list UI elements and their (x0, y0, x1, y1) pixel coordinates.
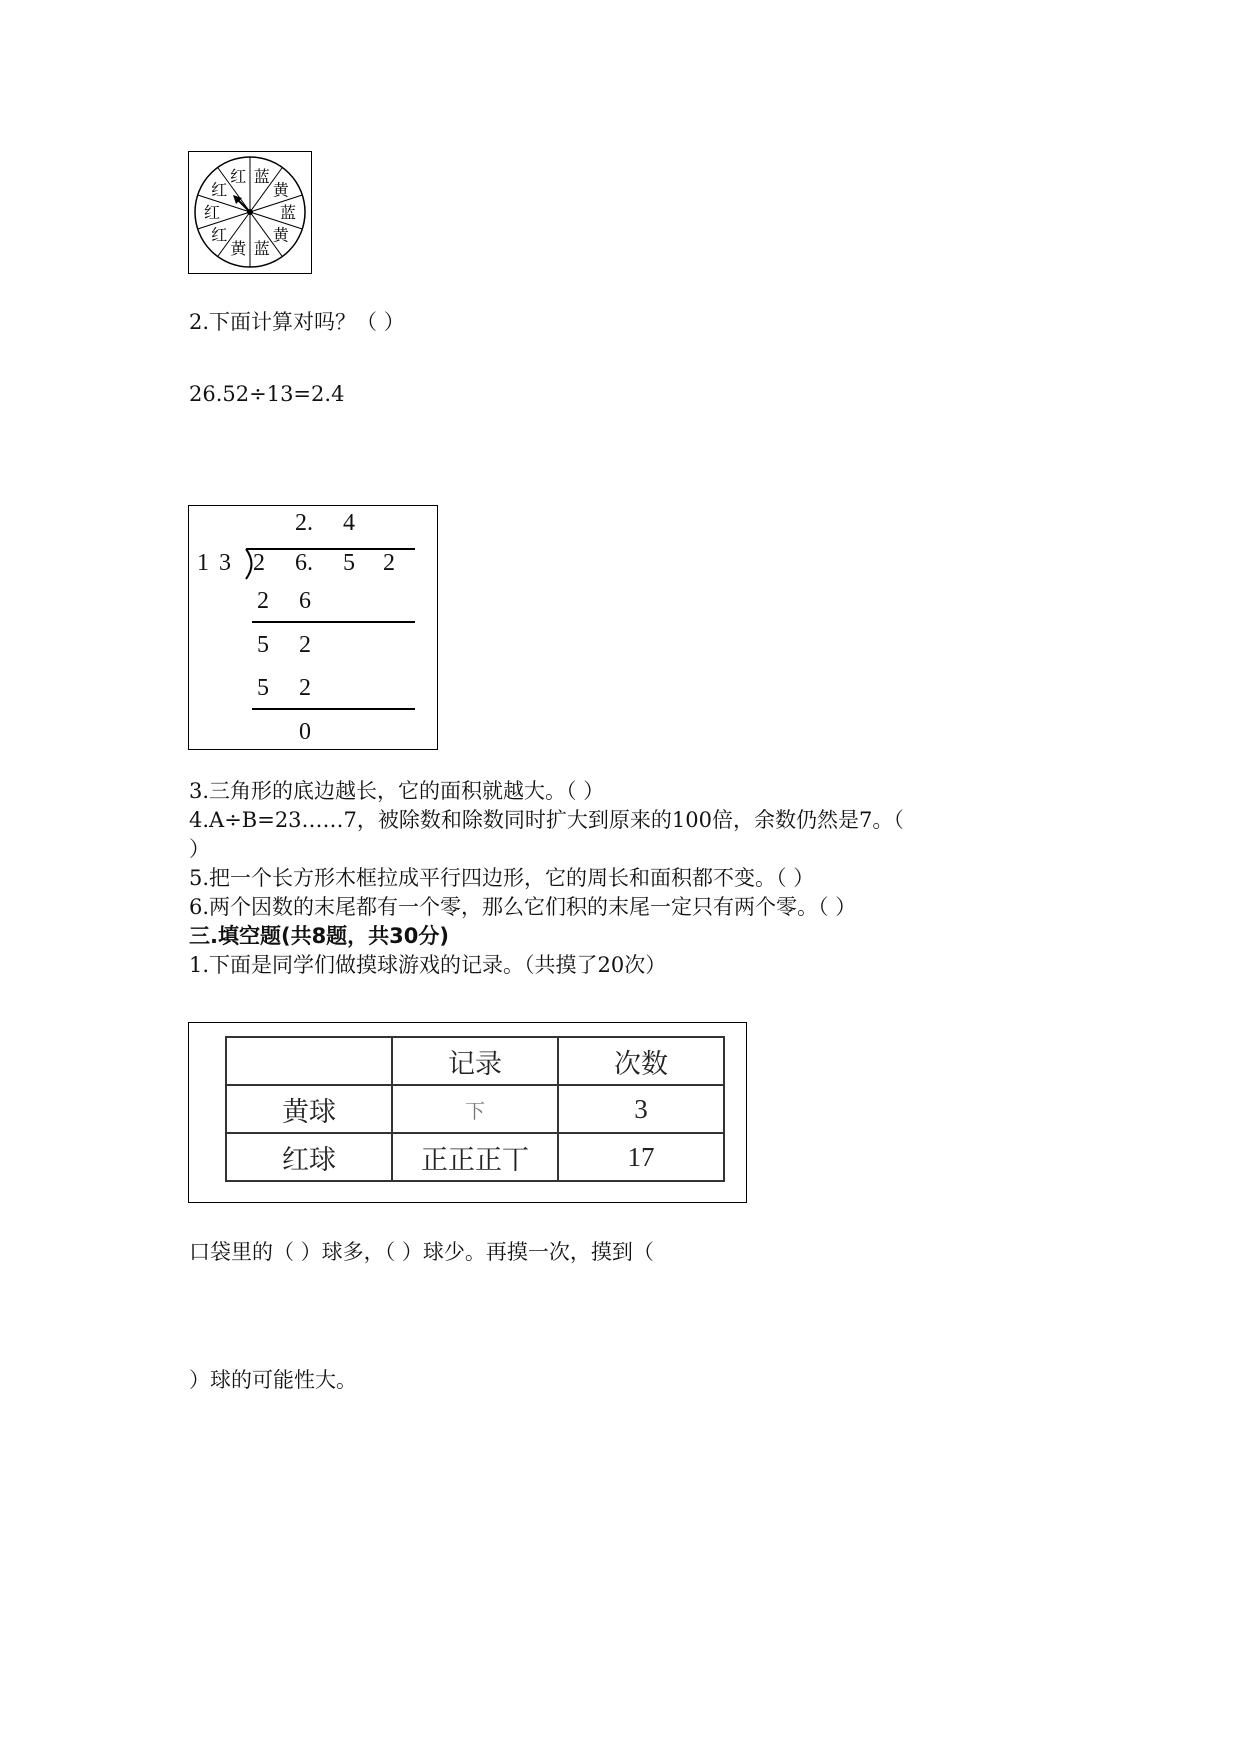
tally-table-figure (188, 1022, 747, 1203)
q3-question: 3.三角形的底边越长，它的面积就越大。（ ） (189, 779, 605, 803)
spinner-hub (247, 209, 253, 215)
table-cell: 3 (558, 1085, 724, 1133)
tally-table (225, 1036, 725, 1182)
long-division-figure (188, 505, 438, 750)
table-cell: 正正正丅 (392, 1133, 558, 1181)
spinner-sector-label: 黄 (230, 239, 247, 259)
q4-question: 4.A÷B=23……7，被除数和除数同时扩大到原来的100倍，余数仍然是7。（ (189, 808, 904, 832)
dividend-digit: 2 (383, 550, 395, 576)
table-cell: 黄球 (226, 1085, 392, 1133)
spinner-figure (188, 151, 312, 274)
q2-question: 2.下面计算对吗？（ ） (189, 310, 405, 334)
table-cell: 下 (392, 1085, 558, 1133)
q5-question: 5.把一个长方形木框拉成平行四边形，它的周长和面积都不变。（ ） (189, 866, 815, 890)
spinner-sector-label: 蓝 (279, 203, 297, 222)
spinner-sector-label: 红 (211, 225, 228, 245)
spinner-sector-label: 红 (203, 203, 221, 222)
step2-digit: 5 (257, 632, 269, 658)
spinner-sector-label: 蓝 (253, 239, 270, 259)
dividend-digit: 6. (295, 550, 313, 576)
table-header-cell: 次数 (558, 1037, 724, 1085)
remainder: 0 (299, 719, 311, 745)
division-bracket (189, 506, 437, 749)
divisor: 1 3 (197, 550, 233, 576)
step1-digit: 6 (299, 588, 311, 614)
spinner-sector-label: 黄 (272, 225, 289, 245)
q4-question-tail: ） (189, 837, 210, 861)
step3-digit: 5 (257, 675, 269, 701)
q2-equation: 26.52÷13=2.4 (189, 382, 345, 406)
table-row (226, 1085, 724, 1133)
spinner-sector-label: 红 (230, 166, 247, 186)
quotient-digit: 4 (343, 510, 355, 536)
fill-line-1: 口袋里的（ ）球多，（ ）球少。再摸一次，摸到（ (189, 1240, 654, 1264)
q6-question: 6.两个因数的末尾都有一个零，那么它们积的末尾一定只有两个零。（ ） (189, 895, 857, 919)
step2-digit: 2 (299, 632, 311, 658)
section3-q1: 1.下面是同学们做摸球游戏的记录。（共摸了20次） (189, 953, 667, 977)
spinner-sector-label: 黄 (272, 180, 289, 200)
dividend-digit: 5 (343, 550, 355, 576)
spinner-sector-label: 红 (211, 180, 228, 200)
section3-heading: 三.填空题(共8题，共30分) (189, 924, 450, 948)
spinner-wheel (189, 152, 311, 273)
table-row (226, 1133, 724, 1181)
table-header-cell (226, 1037, 392, 1085)
step3-digit: 2 (299, 675, 311, 701)
table-cell: 红球 (226, 1133, 392, 1181)
dividend-digit: 2 (253, 550, 265, 576)
fill-line-2: ）球的可能性大。 (189, 1368, 357, 1392)
table-header-cell: 记录 (392, 1037, 558, 1085)
table-row (226, 1037, 724, 1085)
step1-digit: 2 (257, 588, 269, 614)
spinner-sector-label: 蓝 (253, 166, 270, 186)
table-cell: 17 (558, 1133, 724, 1181)
quotient-digit: 2. (295, 510, 313, 536)
